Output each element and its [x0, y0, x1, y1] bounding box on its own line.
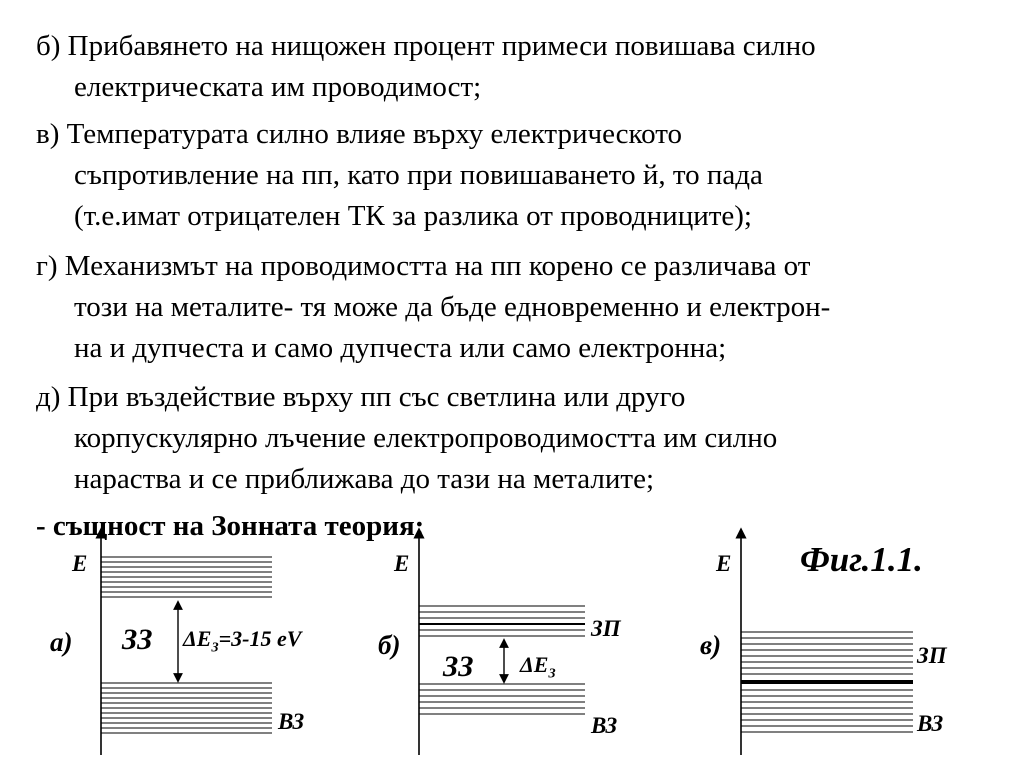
- paragraph-line: д) При въздействие върху пп със светлина или друго: [36, 381, 686, 413]
- valence-label-b: ВЗ: [591, 713, 618, 738]
- energy-symbol: E: [196, 626, 212, 651]
- paragraph-line: б) Прибавянето на нищожен процент примеси повишава силно: [36, 30, 816, 62]
- delta-symbol: Δ: [183, 626, 197, 651]
- paragraph-line: нараства и се приближава до тази на металите;: [74, 463, 654, 495]
- gap-value-a: [183, 626, 301, 661]
- conduction-band-a: [101, 557, 272, 597]
- conduction-label-b: ЗП: [591, 616, 621, 641]
- diagram-marker-b: б): [378, 630, 401, 660]
- paragraph-line: електрическата им проводимост;: [74, 71, 482, 103]
- gap-label-a: ЗЗ: [122, 623, 153, 656]
- gap-subscript: З: [211, 640, 219, 656]
- paragraph-line: (т.е.имат отрицателен ТК за разлика от проводниците);: [74, 200, 752, 232]
- axis-label-b: E: [394, 551, 410, 576]
- paragraph-line: този на металите- тя може да бъде едновременно и електрон-: [74, 291, 831, 323]
- valence-band-c: [741, 690, 913, 732]
- valence-band-b: [419, 684, 585, 714]
- paragraph-line: корпускулярно лъчение електропроводимостта им силно: [74, 422, 778, 454]
- axis-label-c: E: [716, 551, 732, 576]
- section-heading: - същност на Зонната теория:: [36, 510, 425, 542]
- gap-range: =3-15 eV: [218, 626, 302, 651]
- valence-band-a: [101, 683, 272, 733]
- paragraph-line: г) Механизмът на проводимостта на пп корено се различава от: [36, 250, 811, 282]
- gap-label-b: ЗЗ: [443, 650, 474, 683]
- conduction-band-b: [419, 606, 585, 636]
- conduction-band-c: [741, 632, 913, 674]
- valence-label-a: ВЗ: [278, 709, 305, 734]
- figure-title: Фиг.1.1.: [800, 540, 923, 579]
- diagram-marker-c: в): [700, 630, 722, 660]
- paragraph-line: съпротивление на пп, като при повишаването й, то пада: [74, 159, 763, 191]
- valence-label-c: ВЗ: [917, 711, 944, 736]
- diagram-marker-a: а): [50, 627, 73, 657]
- axis-label-a: E: [72, 551, 88, 576]
- paragraph-line: на и дупчеста и само дупчеста или само електронна;: [74, 332, 727, 364]
- gap-value-b: [520, 652, 556, 687]
- gap-subscript: З: [548, 666, 556, 682]
- paragraph-line: в) Температурата силно влияе върху електрическото: [36, 118, 683, 150]
- delta-symbol: Δ: [520, 652, 534, 677]
- energy-symbol: E: [533, 652, 549, 677]
- conduction-label-c: ЗП: [917, 643, 947, 668]
